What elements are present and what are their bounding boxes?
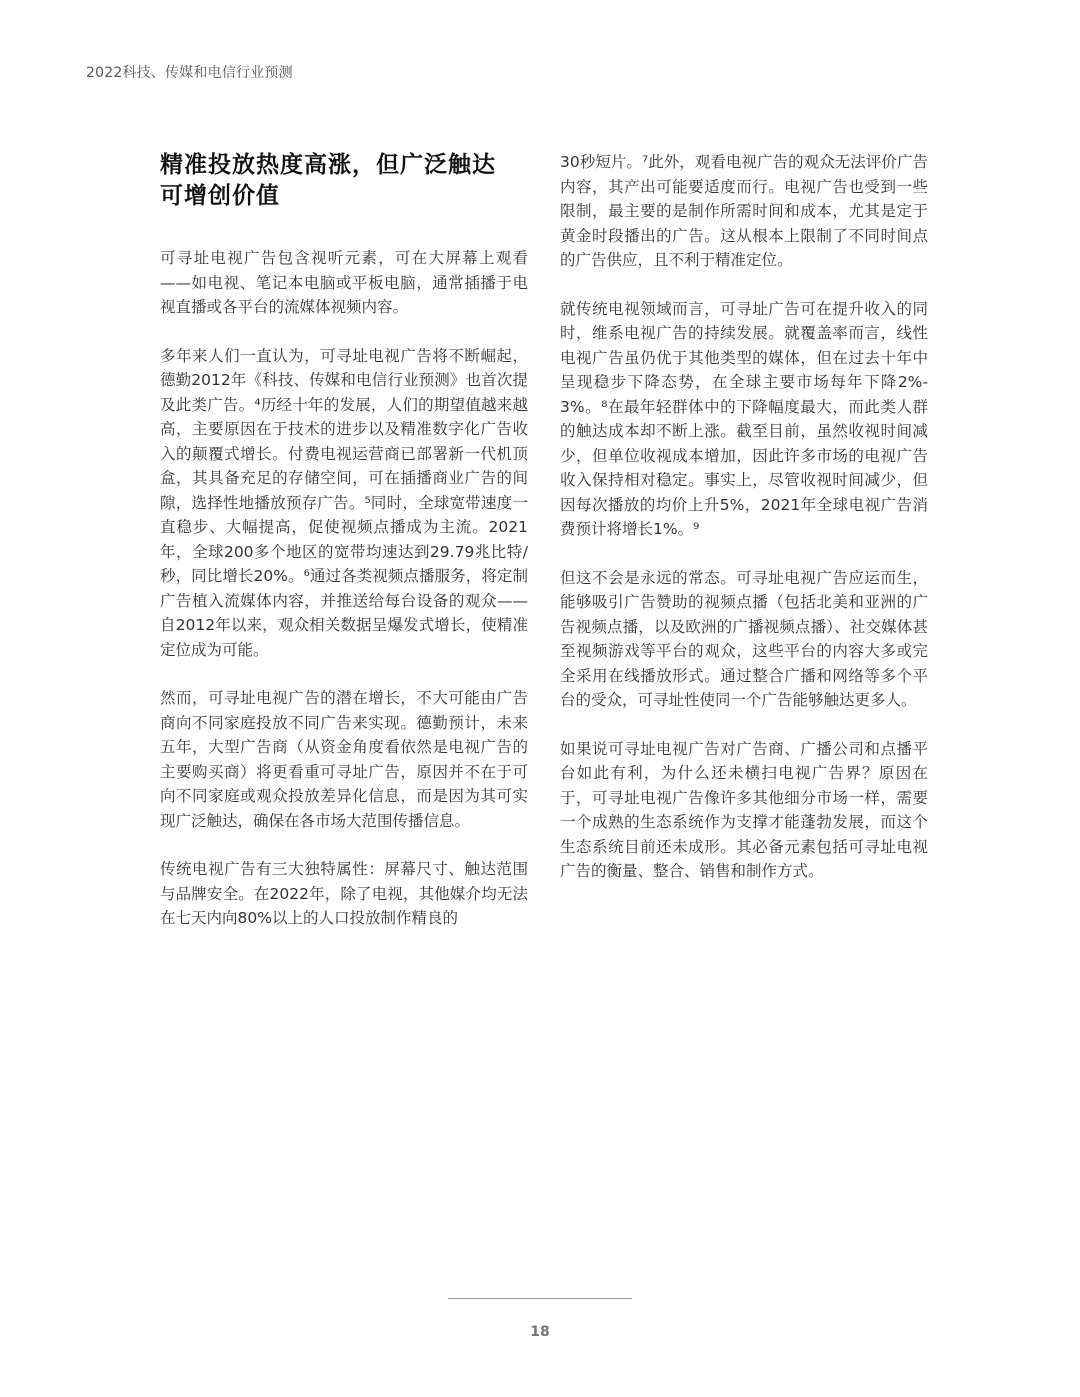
right-paragraph-2: 就传统电视领域而言，可寻址广告可在提升收入的同时，维系电视广告的持续发展。就覆盖率而言，线性电视广告虽仍优于其他类型的媒体，但在过去十年中呈现稳步下降态势，在全球主要市场每年下降2%-3%。⁸在最年轻群体中的下降幅度最大，而此类人群的触达成本却不断上涨。截至目前，虽然收视时间减少，但单位收视成本增加，因此许多市场的电视广告收入保持相对稳定。事实上，尽管收视时间减少，但因每次播放的均价上升5%，2021年全球电视广告消费预计将增长1%。⁹	[560, 299, 928, 538]
page-number: 18	[530, 1324, 550, 1340]
article-title	[160, 150, 528, 212]
left-paragraph-3: 然而，可寻址电视广告的潜在增长，不大可能由广告商向不同家庭投放不同广告来实现。德勤预计，未来五年，大型广告商（从资金角度看依然是电视广告的主要购买商）将更看重可寻址广告，原因并不在于可向不同家庭或观众投放差异化信息，而是因为其可实现广泛触达，确保在各市场大范围传播信息。	[160, 689, 528, 830]
article-title-line-1: 精准投放热度高涨，但广泛触达	[160, 152, 496, 178]
left-paragraph-4: 传统电视广告有三大独特属性：屏幕尺寸、触达范围与品牌安全。在2022年，除了电视，其他媒介均无法在七天内向80%以上的人口投放制作精良的	[160, 860, 528, 927]
right-paragraph-4: 如果说可寻址电视广告对广告商、广播公司和点播平台如此有利，为什么还未横扫电视广告界？原因在于，可寻址电视广告像许多其他细分市场一样，需要一个成熟的生态系统作为支撑才能蓬勃发展，而这个生态系统目前还未成形。其必备元素包括可寻址电视广告的衡量、整合、销售和制作方式。	[560, 739, 928, 880]
right-column	[560, 150, 928, 908]
left-paragraph-1: 可寻址电视广告包含视听元素，可在大屏幕上观看——如电视、笔记本电脑或平板电脑，通常插播于电视直播或各平台的流媒体视频内容。	[160, 249, 528, 316]
left-paragraph-2: 多年来人们一直认为，可寻址电视广告将不断崛起，德勤2012年《科技、传媒和电信行业预测》也首次提及此类广告。⁴历经十年的发展，人们的期望值越来越高，主要原因在于技术的进步以及精准数字化广告收入的颠覆式增长。付费电视运营商已部署新一代机顶盒，其具备充足的存储空间，可在插播商业广告的间隙，选择性地播放预存广告。⁵同时，全球宽带速度一直稳步、大幅提高，促使视频点播成为主流。2021年，全球200多个地区的宽带均速达到29.79兆比特/秒，同比增长20%。⁶通过各类视频点播服务，将定制广告植入流媒体内容，并推送给每台设备的观众——自2012年以来，观众相关数据呈爆发式增长，使精准定位成为可能。	[160, 346, 528, 659]
right-paragraph-3: 但这不会是永远的常态。可寻址电视广告应运而生，能够吸引广告赞助的视频点播（包括北美和亚洲的广告视频点播，以及欧洲的广播视频点播）、社交媒体甚至视频游戏等平台的观众，这些平台的内容大多或完全采用在线播放形式。通过整合广播和网络等多个平台的受众，可寻址性使同一个广告能够触达更多人。	[560, 568, 928, 709]
document-header-title: 2022科技、传媒和电信行业预测	[86, 65, 293, 81]
right-paragraph-1: 30秒短片。⁷此外，观看电视广告的观众无法评价广告内容，其产出可能要适度而行。电视广告也受到一些限制，最主要的是制作所需时间和成本，尤其是定于黄金时段播出的广告。这从根本上限制了不同时间点的广告供应，且不利于精准定位。	[560, 153, 928, 269]
footer-divider	[448, 1298, 632, 1299]
article-title-line-2: 可增创价值	[160, 183, 280, 209]
left-column	[160, 150, 528, 955]
